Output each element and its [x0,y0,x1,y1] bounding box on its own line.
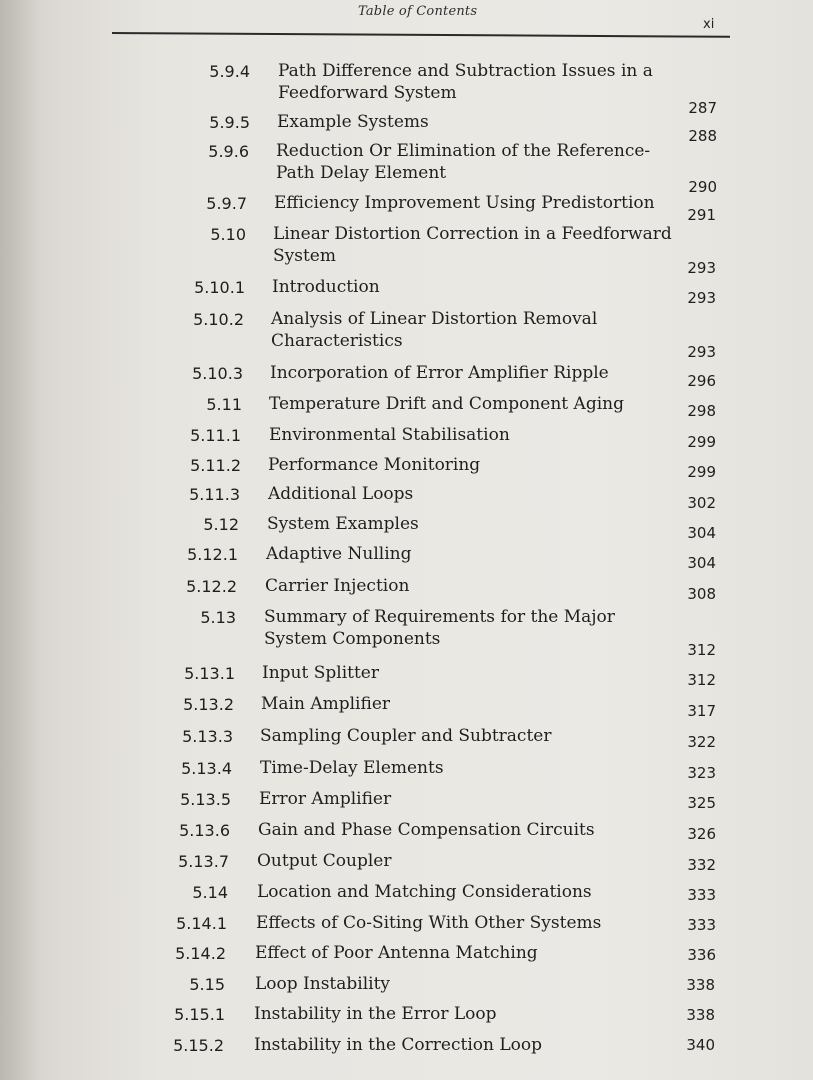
section-number: 5.15 [189,975,225,994]
section-title [264,606,615,650]
section-title [261,693,390,715]
page-ref: 293 [687,289,716,307]
section-title [270,362,609,384]
section-number: 5.12.2 [186,577,237,596]
page-ref: 332 [687,856,716,874]
page-ref: 333 [687,916,716,934]
page-ref: 338 [686,976,715,994]
section-title-line: Introduction [272,277,380,297]
page-ref: 323 [687,764,716,782]
page-ref: 298 [687,402,716,420]
section-title [254,1034,542,1056]
section-title-line: System Components [264,629,441,649]
section-title [262,662,379,684]
section-title-line: Main Amplifier [261,694,391,714]
section-number: 5.10.1 [194,278,245,297]
page-ref: 338 [686,1006,715,1024]
section-title [257,881,592,903]
section-title [260,725,551,747]
section-number: 5.9.4 [209,62,250,81]
section-title-line: Effects of Co-Siting With Other Systems [256,913,602,933]
section-number: 5.9.5 [209,113,250,132]
section-number: 5.13.1 [184,664,235,683]
section-title [269,424,510,446]
section-number: 5.13.6 [179,821,230,840]
section-number: 5.11.1 [190,426,241,445]
page-ref: 325 [687,794,716,812]
page-ref: 302 [687,494,716,512]
section-number: 5.9.7 [206,194,247,213]
section-title [268,454,480,476]
section-number: 5.13.5 [180,790,231,809]
section-title [258,819,595,841]
section-title [276,140,650,184]
section-title [271,308,597,352]
section-number: 5.12 [203,515,239,534]
page-ref: 291 [687,206,716,224]
page-ref: 288 [688,127,717,145]
section-title-line: Analysis of Linear Distortion Removal [271,309,598,329]
section-title-line: Efficiency Improvement Using Predistortion [274,193,655,213]
section-title [260,757,444,779]
page-ref: 304 [687,524,716,542]
section-title-line: Feedforward System [278,83,457,103]
section-title-line: Additional Loops [268,484,414,504]
section-number: 5.10.2 [193,310,244,329]
section-number: 5.15.2 [173,1036,224,1055]
section-title-line: Incorporation of Error Amplifier Ripple [270,363,609,383]
page-ref: 299 [687,463,716,481]
page-ref: 317 [687,702,716,720]
page-ref: 290 [688,178,717,196]
section-title [277,111,429,133]
section-number: 5.13 [200,608,236,627]
page-ref: 299 [687,433,716,451]
section-title [278,60,653,104]
section-number: 5.11.3 [189,485,240,504]
section-number: 5.10 [210,225,246,244]
page-ref: 304 [687,554,716,572]
page-ref: 293 [687,343,716,361]
page-ref: 336 [687,946,716,964]
section-title-line: Environmental Stabilisation [269,425,510,445]
section-number: 5.11 [206,395,242,414]
section-title [254,1003,497,1025]
section-title-line: Instability in the Error Loop [254,1004,497,1024]
section-title [256,912,601,934]
page-ref: 322 [687,733,716,751]
section-number: 5.14.1 [176,914,227,933]
section-title-line: Path Delay Element [276,163,447,183]
section-number: 5.14.2 [175,944,226,963]
page-ref: 296 [687,372,716,390]
page-ref: 312 [687,671,716,689]
section-number: 5.10.3 [192,364,243,383]
section-title [266,543,411,565]
page-ref: 312 [687,641,716,659]
section-title-line: Error Amplifier [259,789,392,809]
section-title [274,192,655,214]
section-number: 5.13.2 [183,695,234,714]
section-title-line: Effect of Poor Antenna Matching [255,943,538,963]
page-ref: 293 [687,259,716,277]
section-title [259,788,391,810]
section-title-line: Location and Matching Considerations [257,882,592,902]
section-title [267,513,419,535]
section-title-line: Time-Delay Elements [260,758,444,778]
section-number: 5.11.2 [190,456,241,475]
section-title-line: Loop Instability [255,974,391,994]
section-title-line: Reduction Or Elimination of the Reference- [276,141,651,161]
section-title-line: Adaptive Nulling [266,544,412,564]
section-number: 5.12.1 [187,545,238,564]
section-title [273,223,672,267]
section-title-line: Path Difference and Subtraction Issues in a [278,61,653,81]
section-title-line: Instability in the Correction Loop [254,1035,542,1055]
section-title-line: Temperature Drift and Component Aging [269,394,624,414]
page-ref: 326 [687,825,716,843]
section-number: 5.15.1 [174,1005,225,1024]
section-title [257,850,391,872]
section-title [255,942,538,964]
section-number: 5.9.6 [208,142,249,161]
section-number: 5.13.3 [182,727,233,746]
running-head: Table of Contents [358,4,478,19]
section-title [269,393,624,415]
page-number: xi [703,17,715,32]
page-ref: 287 [688,99,717,117]
section-title-line: Performance Monitoring [268,455,481,475]
section-title-line: System [273,246,336,266]
section-title-line: Characteristics [271,331,403,351]
section-number: 5.13.4 [181,759,232,778]
section-title-line: Example Systems [277,112,429,132]
section-title [265,575,409,597]
section-title [255,973,390,995]
section-title-line: Gain and Phase Compensation Circuits [258,820,595,840]
section-title-line: Linear Distortion Correction in a Feedforward [273,224,672,244]
section-title [272,276,380,298]
section-title-line: Output Coupler [257,851,392,871]
section-title [268,483,413,505]
section-number: 5.13.7 [178,852,229,871]
page-ref: 340 [686,1036,715,1054]
section-title-line: Input Splitter [262,663,379,683]
section-title-line: System Examples [267,514,419,534]
page-ref: 333 [687,886,716,904]
section-title-line: Summary of Requirements for the Major [264,607,615,627]
section-title-line: Carrier Injection [265,576,410,596]
section-number: 5.14 [192,883,228,902]
section-title-line: Sampling Coupler and Subtracter [260,726,552,746]
page-ref: 308 [687,585,716,603]
